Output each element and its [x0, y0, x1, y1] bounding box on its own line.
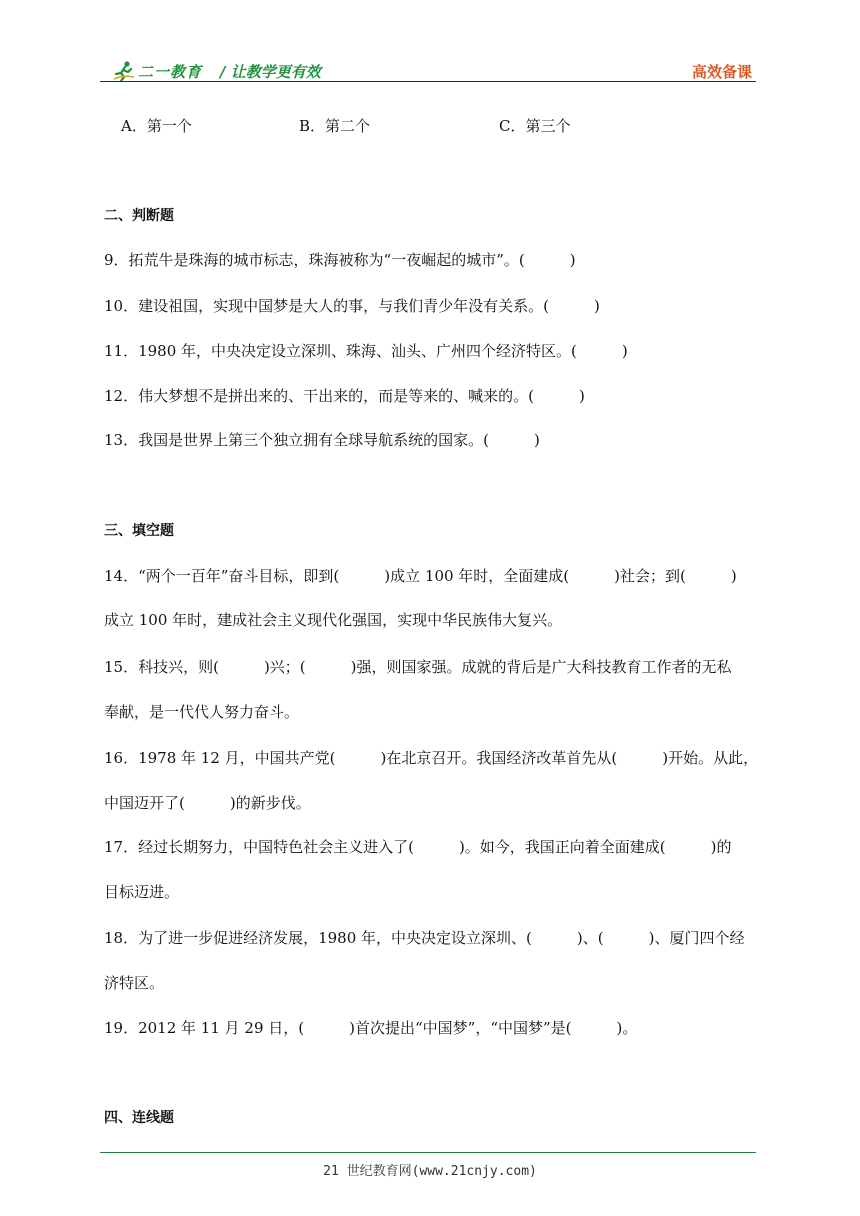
header-right-label: 高效备课: [691, 63, 752, 81]
question-11: 11．1980 年，中央决定设立深圳、珠海、汕头、广州四个经济特区。( ): [104, 342, 628, 360]
section-title-matching: 四、连线题: [104, 1110, 174, 1126]
option-b: B．第二个: [299, 117, 371, 135]
option-a: A．第一个: [121, 117, 192, 135]
question-17-line-2: 目标迈进。: [104, 883, 180, 901]
section-title-judgement: 二、判断题: [104, 208, 174, 224]
question-15-line-2: 奉献，是一代代人努力奋斗。: [104, 703, 300, 721]
question-18-line-2: 济特区。: [104, 974, 165, 992]
footer-divider: [100, 1152, 756, 1153]
page-header: [100, 56, 756, 84]
question-14-line-1: 14．“两个一百年”奋斗目标，即到( )成立 100 年时，全面建成( )社会；到( ): [104, 567, 737, 585]
page-footer: 21 世纪教育网(www.21cnjy.com): [323, 1164, 537, 1179]
question-18-line-1: 18．为了进一步促进经济发展，1980 年，中央决定设立深圳、( )、( )、厦门四个经: [104, 929, 745, 947]
runner-logo-icon: [112, 60, 136, 82]
header-divider: [100, 81, 756, 82]
question-16-line-1: 16．1978 年 12 月，中国共产党( )在北京召开。我国经济改革首先从( )开始。从此，: [104, 749, 759, 767]
question-15-line-1: 15．科技兴，则( )兴；( )强，则国家强。成就的背后是广大科技教育工作者的无私: [104, 658, 732, 676]
question-13: 13．我国是世界上第三个独立拥有全球导航系统的国家。( ): [104, 431, 540, 449]
brand-name: 二一教育: [138, 63, 203, 81]
question-16-line-2: 中国迈开了( )的新步伐。: [104, 794, 311, 812]
question-10: 10．建设祖国，实现中国梦是大人的事，与我们青少年没有关系。( ): [104, 297, 600, 315]
question-19: 19．2012 年 11 月 29 日，( )首次提出“中国梦”，“中国梦”是( )。: [104, 1019, 638, 1037]
question-14-line-2: 成立 100 年时，建成社会主义现代化强国，实现中华民族伟大复兴。: [104, 611, 563, 629]
brand-slogan: / 让教学更有效: [220, 63, 321, 81]
question-17-line-1: 17．经过长期努力，中国特色社会主义进入了( )。如今，我国正向着全面建成( )的: [104, 838, 732, 856]
question-9: 9．拓荒牛是珠海的城市标志，珠海被称为“一夜崛起的城市”。( ): [104, 251, 576, 269]
section-title-fill-in: 三、填空题: [104, 523, 174, 539]
option-c: C．第三个: [499, 117, 571, 135]
question-12: 12．伟大梦想不是拼出来的、干出来的，而是等来的、喊来的。( ): [104, 387, 585, 405]
